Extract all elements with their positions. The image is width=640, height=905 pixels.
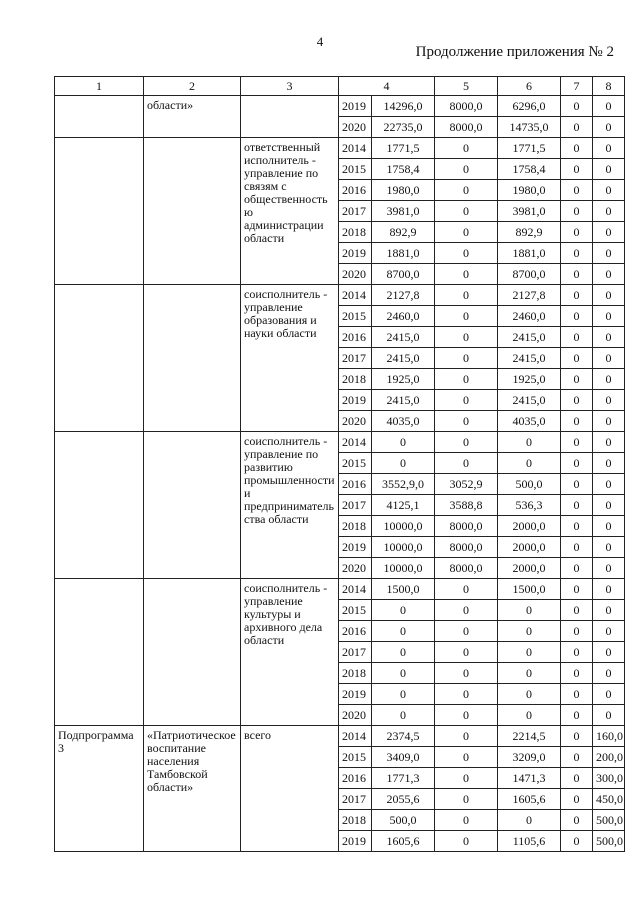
- value-cell: 0: [435, 621, 498, 642]
- value-cell: 0: [435, 306, 498, 327]
- value-cell: 0: [498, 600, 561, 621]
- value-cell: 0: [593, 432, 625, 453]
- year-cell: 2015: [339, 600, 372, 621]
- value-cell: 22735,0: [372, 117, 435, 138]
- value-cell: 1771,3: [372, 768, 435, 789]
- value-cell: 0: [498, 705, 561, 726]
- year-cell: 2014: [339, 432, 372, 453]
- value-cell: 2415,0: [372, 327, 435, 348]
- value-cell: 0: [435, 579, 498, 600]
- group-col3: соисполнитель - управление образования и науки области: [241, 285, 339, 432]
- value-cell: 0: [593, 180, 625, 201]
- value-cell: 0: [498, 642, 561, 663]
- value-cell: 0: [561, 789, 593, 810]
- table-row: [55, 96, 625, 117]
- value-cell: 2415,0: [498, 348, 561, 369]
- value-cell: 0: [593, 642, 625, 663]
- value-cell: 0: [435, 432, 498, 453]
- value-cell: 2415,0: [498, 327, 561, 348]
- year-cell: 2014: [339, 285, 372, 306]
- value-cell: 1471,3: [498, 768, 561, 789]
- value-cell: 10000,0: [372, 537, 435, 558]
- value-cell: 2127,8: [372, 285, 435, 306]
- value-cell: 0: [435, 831, 498, 852]
- value-cell: 0: [561, 474, 593, 495]
- value-cell: 0: [561, 768, 593, 789]
- value-cell: 0: [435, 159, 498, 180]
- value-cell: 0: [561, 222, 593, 243]
- value-cell: 2460,0: [498, 306, 561, 327]
- page-number: 4: [316, 34, 324, 49]
- value-cell: 0: [593, 348, 625, 369]
- value-cell: 0: [561, 138, 593, 159]
- continuation-title: Продолжение приложения № 2: [415, 44, 614, 60]
- value-cell: 0: [498, 663, 561, 684]
- value-cell: 892,9: [498, 222, 561, 243]
- value-cell: 0: [372, 663, 435, 684]
- value-cell: 0: [498, 453, 561, 474]
- table-row: [55, 726, 625, 747]
- value-cell: 0: [372, 432, 435, 453]
- value-cell: 1605,6: [372, 831, 435, 852]
- value-cell: 500,0: [593, 831, 625, 852]
- value-cell: 536,3: [498, 495, 561, 516]
- value-cell: 0: [561, 180, 593, 201]
- value-cell: 0: [593, 390, 625, 411]
- header-cell: 2: [144, 77, 241, 96]
- group-col1: [55, 138, 144, 285]
- group-col2: области»: [144, 96, 241, 138]
- value-cell: 2127,8: [498, 285, 561, 306]
- value-cell: 0: [435, 747, 498, 768]
- value-cell: 0: [498, 810, 561, 831]
- year-cell: 2019: [339, 684, 372, 705]
- value-cell: 0: [561, 264, 593, 285]
- value-cell: 0: [435, 327, 498, 348]
- value-cell: 0: [372, 600, 435, 621]
- value-cell: 0: [561, 726, 593, 747]
- group-col2: [144, 579, 241, 726]
- value-cell: 0: [561, 117, 593, 138]
- value-cell: 8000,0: [435, 96, 498, 117]
- value-cell: 0: [372, 684, 435, 705]
- group-col2: [144, 285, 241, 432]
- value-cell: 0: [372, 453, 435, 474]
- value-cell: 0: [561, 285, 593, 306]
- value-cell: 0: [593, 516, 625, 537]
- year-cell: 2016: [339, 621, 372, 642]
- group-col1: Подпрограмма 3: [55, 726, 144, 852]
- value-cell: 1500,0: [372, 579, 435, 600]
- year-cell: 2017: [339, 348, 372, 369]
- group-col1: [55, 432, 144, 579]
- value-cell: 0: [593, 306, 625, 327]
- value-cell: 8000,0: [435, 117, 498, 138]
- value-cell: 0: [561, 411, 593, 432]
- value-cell: 0: [561, 348, 593, 369]
- table-row: [55, 138, 625, 159]
- value-cell: 0: [435, 264, 498, 285]
- value-cell: 1881,0: [372, 243, 435, 264]
- value-cell: 0: [593, 495, 625, 516]
- value-cell: 0: [561, 663, 593, 684]
- value-cell: 0: [593, 138, 625, 159]
- value-cell: 0: [593, 621, 625, 642]
- value-cell: 1925,0: [372, 369, 435, 390]
- value-cell: 3588,8: [435, 495, 498, 516]
- value-cell: 0: [593, 327, 625, 348]
- value-cell: 3981,0: [372, 201, 435, 222]
- year-cell: 2016: [339, 768, 372, 789]
- value-cell: 892,9: [372, 222, 435, 243]
- value-cell: 0: [561, 537, 593, 558]
- value-cell: 10000,0: [372, 558, 435, 579]
- year-cell: 2019: [339, 537, 372, 558]
- value-cell: 2415,0: [372, 348, 435, 369]
- table-row: [55, 579, 625, 600]
- value-cell: 500,0: [593, 810, 625, 831]
- year-cell: 2014: [339, 579, 372, 600]
- value-cell: 3209,0: [498, 747, 561, 768]
- value-cell: 2000,0: [498, 537, 561, 558]
- year-cell: 2015: [339, 159, 372, 180]
- value-cell: 8000,0: [435, 537, 498, 558]
- value-cell: 450,0: [593, 789, 625, 810]
- value-cell: 0: [435, 390, 498, 411]
- value-cell: 0: [593, 369, 625, 390]
- value-cell: 0: [561, 621, 593, 642]
- year-cell: 2015: [339, 306, 372, 327]
- value-cell: 0: [561, 159, 593, 180]
- value-cell: 0: [372, 621, 435, 642]
- year-cell: 2014: [339, 138, 372, 159]
- value-cell: 0: [435, 138, 498, 159]
- value-cell: 0: [593, 264, 625, 285]
- value-cell: 0: [593, 537, 625, 558]
- value-cell: 3409,0: [372, 747, 435, 768]
- value-cell: 1105,6: [498, 831, 561, 852]
- group-col1: [55, 579, 144, 726]
- value-cell: 0: [435, 222, 498, 243]
- year-cell: 2020: [339, 117, 372, 138]
- value-cell: 6296,0: [498, 96, 561, 117]
- year-cell: 2017: [339, 495, 372, 516]
- year-cell: 2018: [339, 516, 372, 537]
- value-cell: 0: [435, 726, 498, 747]
- value-cell: 0: [561, 369, 593, 390]
- value-cell: 0: [593, 579, 625, 600]
- value-cell: 4125,1: [372, 495, 435, 516]
- value-cell: 4035,0: [372, 411, 435, 432]
- value-cell: 2000,0: [498, 516, 561, 537]
- value-cell: 1771,5: [498, 138, 561, 159]
- value-cell: 0: [593, 96, 625, 117]
- value-cell: 0: [593, 285, 625, 306]
- value-cell: 0: [561, 327, 593, 348]
- value-cell: 0: [435, 705, 498, 726]
- year-cell: 2016: [339, 474, 372, 495]
- value-cell: 10000,0: [372, 516, 435, 537]
- group-col2: «Патриотическое воспитание населения Тамбовской области»: [144, 726, 241, 852]
- year-cell: 2015: [339, 453, 372, 474]
- value-cell: 0: [593, 243, 625, 264]
- value-cell: 3981,0: [498, 201, 561, 222]
- year-cell: 2015: [339, 747, 372, 768]
- year-cell: 2019: [339, 96, 372, 117]
- value-cell: 0: [593, 453, 625, 474]
- value-cell: 0: [435, 348, 498, 369]
- group-col3: [241, 96, 339, 138]
- year-cell: 2018: [339, 663, 372, 684]
- value-cell: 0: [593, 684, 625, 705]
- value-cell: 8000,0: [435, 516, 498, 537]
- value-cell: 0: [593, 600, 625, 621]
- year-cell: 2019: [339, 390, 372, 411]
- value-cell: 1881,0: [498, 243, 561, 264]
- group-col3: ответственный исполнитель - управление по связям с общественностью администрации области: [241, 138, 339, 285]
- value-cell: 0: [593, 117, 625, 138]
- header-cell: 4: [339, 77, 435, 96]
- group-col2: [144, 138, 241, 285]
- value-cell: 0: [498, 621, 561, 642]
- value-cell: 0: [593, 159, 625, 180]
- group-col1: [55, 285, 144, 432]
- value-cell: 200,0: [593, 747, 625, 768]
- value-cell: 0: [435, 642, 498, 663]
- value-cell: 0: [561, 201, 593, 222]
- value-cell: 2415,0: [498, 390, 561, 411]
- group-col1: [55, 96, 144, 138]
- value-cell: 0: [561, 243, 593, 264]
- value-cell: 160,0: [593, 726, 625, 747]
- value-cell: 500,0: [498, 474, 561, 495]
- value-cell: 1605,6: [498, 789, 561, 810]
- value-cell: 14735,0: [498, 117, 561, 138]
- header-cell: 3: [241, 77, 339, 96]
- value-cell: 3052,9: [435, 474, 498, 495]
- table-row: [55, 285, 625, 306]
- value-cell: 0: [593, 705, 625, 726]
- value-cell: 0: [593, 222, 625, 243]
- value-cell: 0: [435, 600, 498, 621]
- value-cell: 2000,0: [498, 558, 561, 579]
- value-cell: 0: [372, 642, 435, 663]
- value-cell: 2055,6: [372, 789, 435, 810]
- value-cell: 1758,4: [372, 159, 435, 180]
- value-cell: 0: [561, 747, 593, 768]
- group-col2: [144, 432, 241, 579]
- header-cell: 1: [55, 77, 144, 96]
- header-row: [55, 77, 625, 96]
- value-cell: 8700,0: [498, 264, 561, 285]
- year-cell: 2018: [339, 810, 372, 831]
- value-cell: 1980,0: [372, 180, 435, 201]
- value-cell: 1980,0: [498, 180, 561, 201]
- group-col3: соисполнитель - управление по развитию промышленности и предпринимательства области: [241, 432, 339, 579]
- table-row: [55, 432, 625, 453]
- value-cell: 0: [435, 453, 498, 474]
- value-cell: 1500,0: [498, 579, 561, 600]
- value-cell: 0: [435, 243, 498, 264]
- value-cell: 0: [498, 432, 561, 453]
- value-cell: 0: [561, 810, 593, 831]
- value-cell: 8000,0: [435, 558, 498, 579]
- value-cell: 0: [561, 600, 593, 621]
- header-cell: 7: [561, 77, 593, 96]
- value-cell: 0: [561, 306, 593, 327]
- value-cell: 3552,9,0: [372, 474, 435, 495]
- value-cell: 0: [435, 369, 498, 390]
- year-cell: 2020: [339, 411, 372, 432]
- year-cell: 2018: [339, 222, 372, 243]
- value-cell: 14296,0: [372, 96, 435, 117]
- value-cell: 0: [498, 684, 561, 705]
- value-cell: 0: [435, 411, 498, 432]
- value-cell: 0: [561, 558, 593, 579]
- value-cell: 0: [435, 180, 498, 201]
- year-cell: 2016: [339, 327, 372, 348]
- year-cell: 2016: [339, 180, 372, 201]
- value-cell: 0: [435, 684, 498, 705]
- year-cell: 2018: [339, 369, 372, 390]
- value-cell: 300,0: [593, 768, 625, 789]
- value-cell: 0: [593, 474, 625, 495]
- header-cell: 8: [593, 77, 625, 96]
- value-cell: 2214,5: [498, 726, 561, 747]
- funding-table: [54, 76, 625, 852]
- value-cell: 0: [561, 96, 593, 117]
- value-cell: 0: [435, 201, 498, 222]
- value-cell: 0: [435, 663, 498, 684]
- year-cell: 2019: [339, 831, 372, 852]
- value-cell: 0: [561, 390, 593, 411]
- value-cell: 0: [561, 684, 593, 705]
- value-cell: 2374,5: [372, 726, 435, 747]
- value-cell: 0: [593, 663, 625, 684]
- value-cell: 0: [561, 516, 593, 537]
- year-cell: 2017: [339, 789, 372, 810]
- value-cell: 1758,4: [498, 159, 561, 180]
- value-cell: 4035,0: [498, 411, 561, 432]
- value-cell: 0: [561, 642, 593, 663]
- value-cell: 0: [372, 705, 435, 726]
- value-cell: 0: [435, 285, 498, 306]
- year-cell: 2020: [339, 705, 372, 726]
- value-cell: 0: [593, 201, 625, 222]
- year-cell: 2020: [339, 264, 372, 285]
- value-cell: 0: [435, 810, 498, 831]
- year-cell: 2017: [339, 201, 372, 222]
- value-cell: 0: [593, 411, 625, 432]
- value-cell: 1771,5: [372, 138, 435, 159]
- value-cell: 0: [435, 768, 498, 789]
- group-col3: всего: [241, 726, 339, 852]
- value-cell: 0: [561, 705, 593, 726]
- value-cell: 0: [561, 453, 593, 474]
- value-cell: 0: [561, 432, 593, 453]
- year-cell: 2019: [339, 243, 372, 264]
- value-cell: 1925,0: [498, 369, 561, 390]
- year-cell: 2017: [339, 642, 372, 663]
- header-cell: 6: [498, 77, 561, 96]
- group-col3: соисполнитель - управление культуры и архивного дела области: [241, 579, 339, 726]
- value-cell: 500,0: [372, 810, 435, 831]
- value-cell: 2460,0: [372, 306, 435, 327]
- value-cell: 0: [435, 789, 498, 810]
- year-cell: 2020: [339, 558, 372, 579]
- value-cell: 0: [561, 495, 593, 516]
- value-cell: 2415,0: [372, 390, 435, 411]
- value-cell: 0: [593, 558, 625, 579]
- value-cell: 0: [561, 831, 593, 852]
- value-cell: 8700,0: [372, 264, 435, 285]
- header-cell: 5: [435, 77, 498, 96]
- year-cell: 2014: [339, 726, 372, 747]
- value-cell: 0: [561, 579, 593, 600]
